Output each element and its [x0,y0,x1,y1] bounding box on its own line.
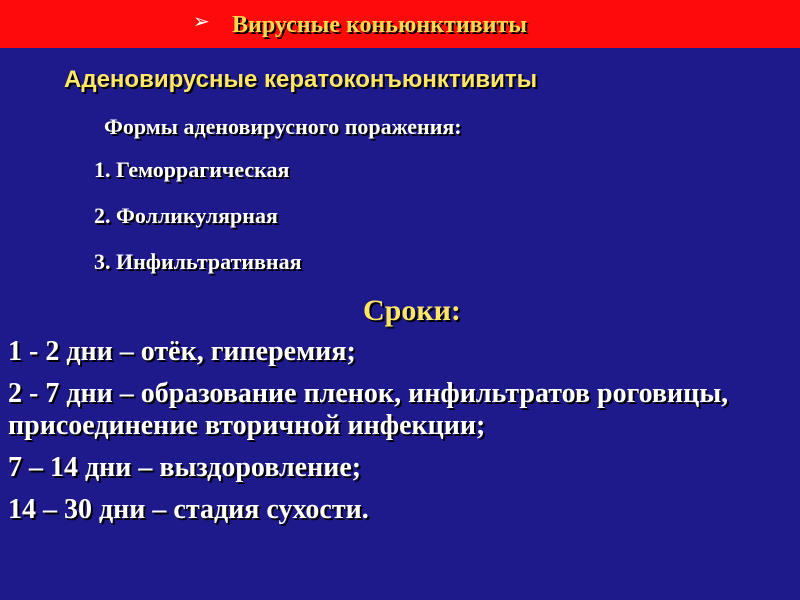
forms-label: Формы аденовирусного поражения: [104,114,462,139]
slide-title: Вирусные коньюнктивиты [232,12,527,38]
form-item-follicular: 2. Фолликулярная [94,203,278,228]
form-item-hemorrhagic: 1. Геморрагическая [94,157,290,182]
terms-heading: Сроки: [363,294,461,327]
term-item-2-7-days: 2 - 7 дни – образование пленок, инфильтратов роговицы, присоединение вторичной инфекции; [8,378,729,441]
section-heading: Аденовирусные кератоконъюнктивиты [64,66,538,93]
term-item-14-30-days: 14 – 30 дни – стадия сухости. [8,494,369,525]
terms-list [8,336,793,536]
title-bar [0,0,800,48]
term-item-1-2-days: 1 - 2 дни – отёк, гиперемия; [8,336,356,367]
term-item-7-14-days: 7 – 14 дни – выздоровление; [8,452,362,483]
form-item-infiltrative: 3. Инфильтративная [94,249,302,274]
arrow-bullet-icon: ➢ [193,9,210,33]
